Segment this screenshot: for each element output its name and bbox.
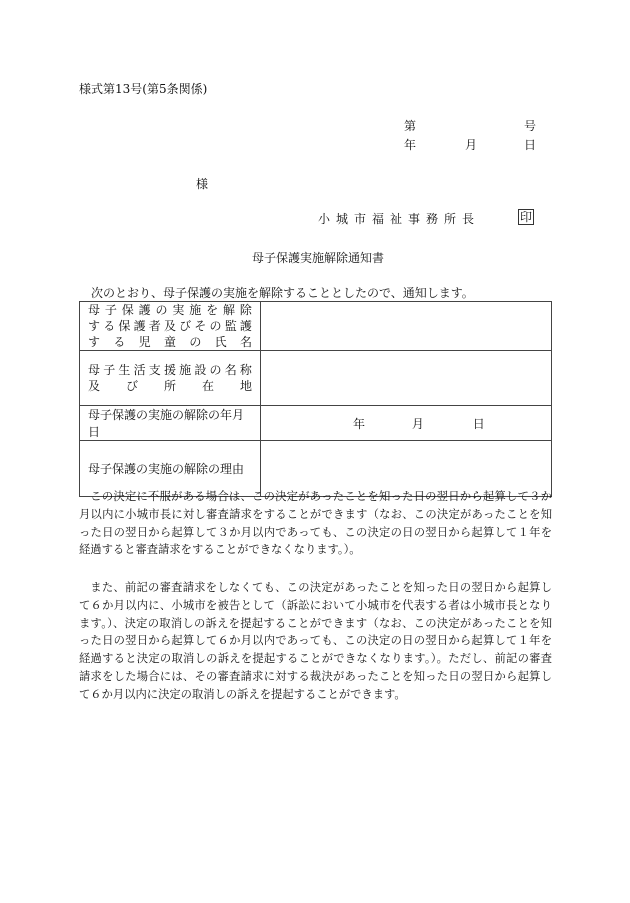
label-char: 氏 [214,335,227,349]
label-char: 施 [179,363,192,377]
date-nen: 年 [404,138,417,152]
addressee-sama: 様 [196,177,209,191]
label-char: 児 [138,335,151,349]
row2-value[interactable] [261,351,552,406]
form-number: 様式第13号(第5条関係) [79,82,208,96]
label-char: の [209,319,222,333]
label-line [88,362,252,378]
label-char: 名 [239,335,252,349]
row3-nen: 年 [353,416,366,431]
label-char: 保 [121,303,134,317]
table-row [80,406,552,441]
label-char: 護 [133,319,146,333]
table-row [80,302,552,351]
label-char: 及 [163,319,176,333]
label-char: そ [194,319,207,333]
form-table [79,301,552,497]
label-line [88,334,252,350]
seal-mark: 印 [520,210,533,224]
notice-paragraph-1: この決定に不服がある場合は、この決定があったことを知った日の翌日から起算して３か月以内に小城市長に対し審査請求をすることができます（なお、この決定があったことを知った日の翌日から起算して３か月以内であっても、この決定の日の翌日から起算して１年を経過すると審査請求をすることができなくなります。）。 [79,490,552,557]
document-title: 母子保護実施解除通知書 [252,251,385,265]
row3-tsuki: 月 [411,416,424,431]
issuer-name: 小城市福祉事務所長 [318,212,481,226]
label-char: 称 [239,363,252,377]
label-char: 実 [172,303,185,317]
label-char: 監 [224,319,237,333]
label-char: を [206,303,219,317]
row3-hi: 日 [472,416,485,431]
row1-label [80,302,261,351]
notice-paragraph-1-wrap [79,488,552,559]
label-char: 子 [103,363,116,377]
doc-number-go: 号 [524,119,537,133]
label-char: び [125,379,138,393]
row3-label: 母子保護の実施の解除の年月日 [80,406,261,441]
intro-text: 次のとおり、母子保護の実施を解除することとしたので、通知します。 [91,286,474,300]
doc-number-dai: 第 [404,119,417,133]
label-char: 及 [88,379,101,393]
label-char: す [88,319,101,333]
label-char: 護 [138,303,151,317]
label-char: 在 [201,379,214,393]
row1-value[interactable] [261,302,552,351]
label-char: 保 [118,319,131,333]
label-char: 除 [239,303,252,317]
label-char: 子 [104,303,117,317]
label-char: 解 [223,303,236,317]
label-line [88,318,252,334]
label-char: 支 [148,363,161,377]
label-char: 母 [88,303,101,317]
row3-value[interactable] [261,406,552,441]
label-char: 童 [163,335,176,349]
label-line [88,302,252,318]
label-char: び [179,319,192,333]
label-char: 母 [88,363,101,377]
row2-label [80,351,261,406]
label-line [88,378,252,394]
label-char: 援 [163,363,176,377]
date-tsuki: 月 [465,138,478,152]
label-char: 所 [163,379,176,393]
label-char: 施 [189,303,202,317]
label-char: 生 [118,363,131,377]
label-char: の [189,335,202,349]
label-char: す [88,335,101,349]
label-char: 地 [239,379,252,393]
label-char: の [155,303,168,317]
label-char: の [209,363,222,377]
label-char: 活 [133,363,146,377]
table-row [80,351,552,406]
label-char: 者 [148,319,161,333]
label-char: る [103,319,116,333]
label-char: 名 [224,363,237,377]
label-char: 設 [194,363,207,377]
row4-label: 母子保護の実施の解除の理由 [80,441,261,497]
label-char: 護 [239,319,252,333]
date-hi: 日 [524,138,537,152]
notice-paragraph-2-wrap [79,579,552,704]
notice-paragraph-2: また、前記の審査請求をしなくても、この決定があったことを知った日の翌日から起算して６か月以内に、小城市を被告として（訴訟において小城市を代表する者は小城市長となります。）、決定の取消しの訴えを提起することができます（なお、この決定があったことを知った日の翌日から起算して６か月以内であっても、この決定の日の翌日から起算して１年を経過すると決定の取消しの訴えを提起することができなくなります。）。ただし、前記の審査請求をした場合には、その審査請求に対する裁決があったことを知った日の翌日から起算して６か月以内に決定の取消しの訴えを提起することができます。 [79,581,552,701]
label-char: る [113,335,126,349]
